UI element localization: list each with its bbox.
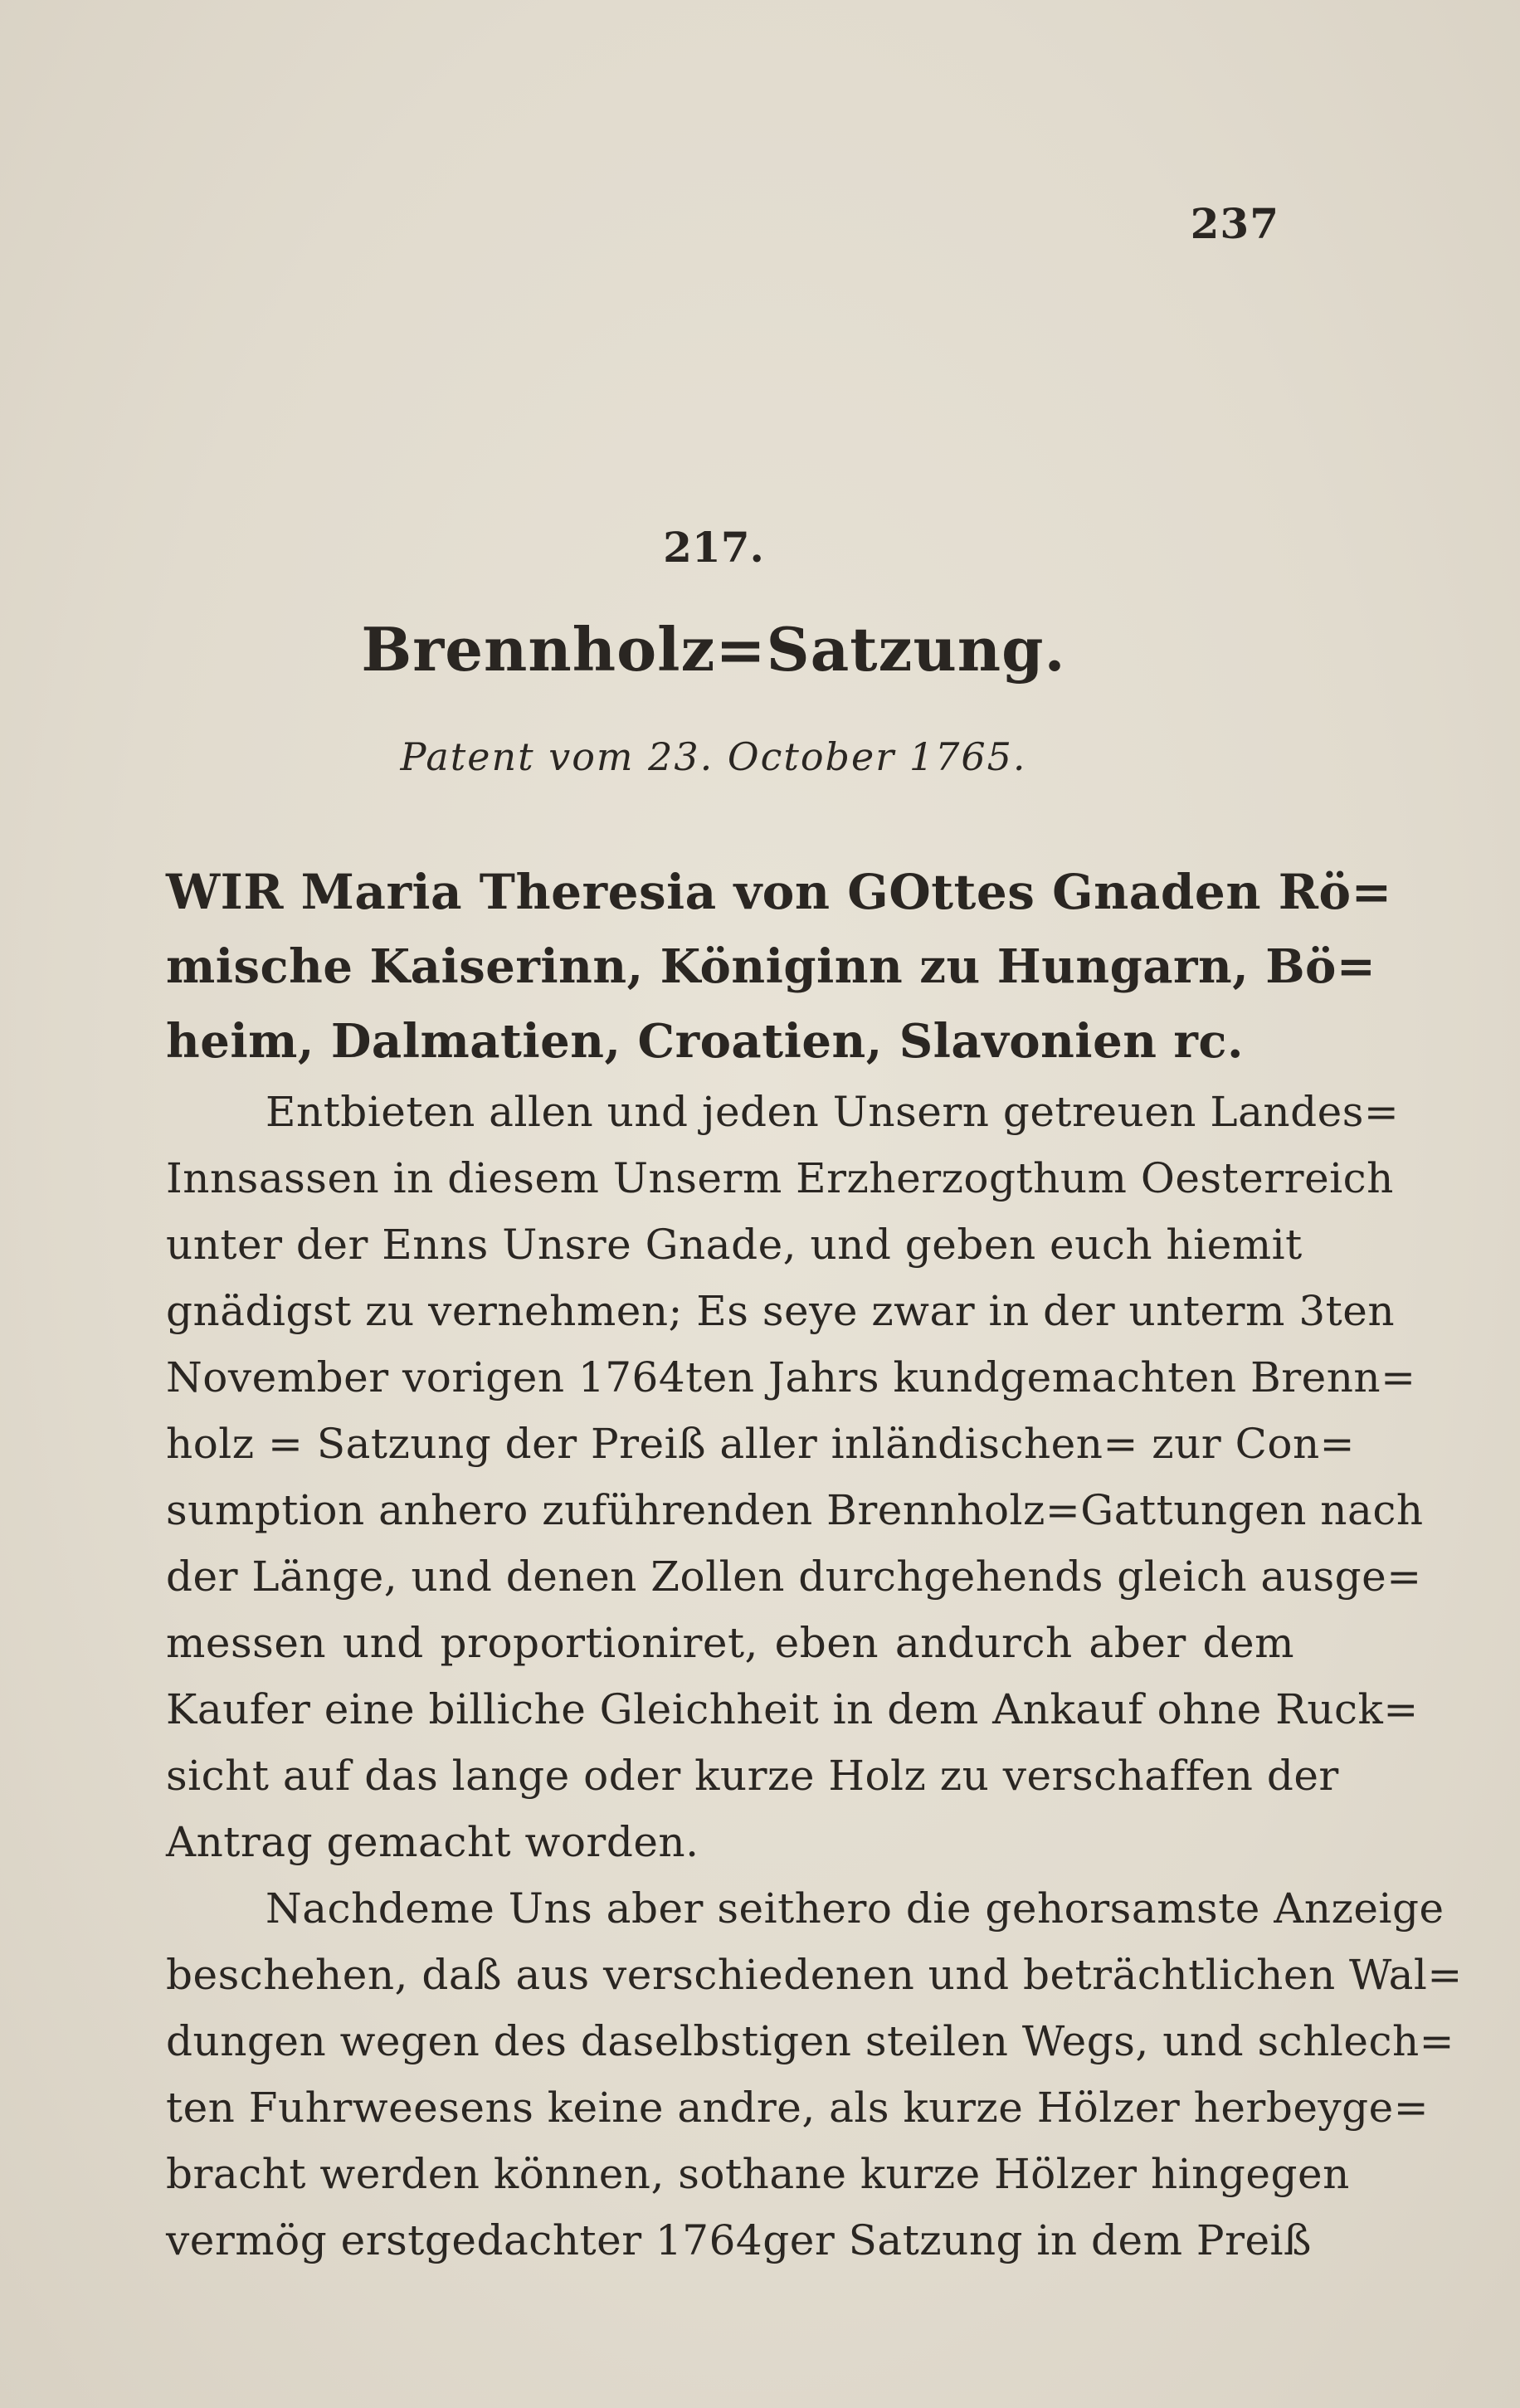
text-line: Antrag gemacht worden. xyxy=(166,1818,699,1866)
text-line: gnädigst zu vernehmen; Es seye zwar in der unterm 3ten xyxy=(166,1287,1396,1335)
text-line: Nachdeme Uns aber seithero die gehorsamste Anzeige xyxy=(266,1884,1444,1933)
text-line: WIR Maria Theresia von GOttes Gnaden Rö= xyxy=(166,864,1392,920)
section-subtitle: Patent vom 23. October 1765. xyxy=(400,734,1027,779)
text-line: mische Kaiserinn, Königinn zu Hungarn, Bö= xyxy=(166,939,1376,994)
body-text xyxy=(166,855,1463,2274)
text-line: heim, Dalmatien, Croatien, Slavonien rc. xyxy=(166,1014,1245,1069)
section-number: 217. xyxy=(663,523,764,572)
text-line: unter der Enns Unsre Gnade, und geben euch hiemit xyxy=(166,1221,1303,1269)
text-line: Entbieten allen und jeden Unsern getreuen Landes= xyxy=(266,1088,1400,1136)
text-line: beschehen, daß aus verschiedenen und beträchtlichen Wal= xyxy=(166,1951,1463,1999)
section-title: Brennholz=Satzung. xyxy=(361,614,1066,685)
text-line: vermög erstgedachter 1764ger Satzung in dem Preiß xyxy=(166,2216,1312,2264)
text-line: bracht werden können, sothane kurze Hölzer hingegen xyxy=(166,2150,1350,2198)
text-line: Kaufer eine billiche Gleichheit in dem Ankauf ohne Ruck= xyxy=(166,1685,1419,1733)
text-line: November vorigen 1764ten Jahrs kundgemachten Brenn= xyxy=(166,1353,1416,1401)
text-line: sicht auf das lange oder kurze Holz zu verschaffen der xyxy=(166,1752,1339,1800)
page-number: 237 xyxy=(1190,199,1279,248)
text-line: dungen wegen des daselbstigen steilen Wegs, und schlech= xyxy=(166,2017,1455,2065)
text-line: sumption anhero zuführenden Brennholz=Gattungen nach xyxy=(166,1486,1424,1534)
text-line: Innsassen in diesem Unserm Erzherzogthum Oesterreich xyxy=(166,1154,1394,1202)
text-line: der Länge, und denen Zollen durchgehends gleich ausge= xyxy=(166,1553,1422,1601)
text-line: messen und proportioniret, eben andurch aber dem xyxy=(166,1619,1294,1667)
text-line: holz = Satzung der Preiß aller inländischen= zur Con= xyxy=(166,1420,1356,1468)
text-line: ten Fuhrweesens keine andre, als kurze Hölzer herbeyge= xyxy=(166,2084,1430,2132)
